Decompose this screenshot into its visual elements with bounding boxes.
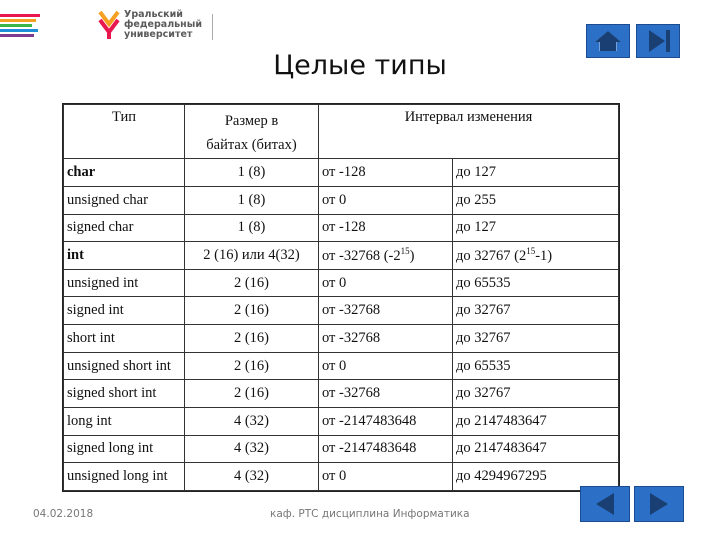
cell-size: 4 (32) (185, 435, 319, 463)
from-end: ) (409, 247, 415, 264)
cell-type: signed char (64, 214, 185, 242)
to-exponent: 15 (526, 246, 536, 257)
table-header-row (64, 105, 619, 159)
header-range: Интервал изменения (319, 105, 619, 159)
cell-size: 4 (32) (185, 463, 319, 491)
cell-type: unsigned int (64, 269, 185, 297)
cell-type: short int (64, 325, 185, 353)
cell-from: от -32768 (319, 325, 453, 353)
cell-to: до 65535 (453, 352, 619, 380)
ural-university-logo-icon (98, 10, 120, 40)
cell-type: signed short int (64, 380, 185, 408)
logo-line: Уральский (124, 9, 183, 20)
header-size-line: Размер в (224, 113, 279, 129)
cell-to: до 127 (453, 159, 619, 187)
cell-type: char (64, 159, 185, 187)
footer-date: 04.02.2018 (33, 508, 94, 520)
table-row (64, 269, 619, 297)
cell-to: до 127 (453, 214, 619, 242)
next-slide-button[interactable] (634, 486, 684, 522)
cell-size: 1 (8) (185, 159, 319, 187)
table-row (64, 352, 619, 380)
table-row (64, 325, 619, 353)
cell-from: от -2147483648 (319, 435, 453, 463)
cell-to: до 32767 (453, 297, 619, 325)
cell-from: от 0 (319, 269, 453, 297)
cell-size: 1 (8) (185, 214, 319, 242)
cell-from: от -128 (319, 159, 453, 187)
header-size (185, 105, 319, 159)
from-exponent: 15 (400, 246, 410, 257)
previous-slide-icon (590, 491, 620, 517)
table-row (64, 380, 619, 408)
slide-title: Целые типы (273, 50, 447, 81)
cell-to: до 4294967295 (453, 463, 619, 491)
cell-type: unsigned char (64, 186, 185, 214)
header-size-line: байтах (битах) (206, 137, 297, 153)
integer-types-table (62, 103, 620, 492)
bottom-navigation (580, 486, 684, 522)
logo-line: университет (124, 29, 193, 40)
logo-text (124, 10, 202, 40)
logo-divider (212, 14, 213, 40)
cell-to: до 255 (453, 186, 619, 214)
cell-from (319, 242, 453, 270)
cell-type: int (64, 242, 185, 270)
university-logo (98, 10, 202, 40)
cell-size: 2 (16) (185, 352, 319, 380)
cell-to: до 32767 (453, 325, 619, 353)
cell-from: от 0 (319, 186, 453, 214)
stripe (0, 14, 40, 17)
cell-size: 1 (8) (185, 186, 319, 214)
cell-type: unsigned short int (64, 352, 185, 380)
cell-to: до 2147483647 (453, 408, 619, 436)
table-row (64, 463, 619, 491)
table-row (64, 408, 619, 436)
to-main: до 32767 (2 (456, 247, 527, 264)
stripe (0, 19, 36, 22)
table-row (64, 214, 619, 242)
cell-type: unsigned long int (64, 463, 185, 491)
cell-from: от -128 (319, 214, 453, 242)
table-row (64, 297, 619, 325)
cell-type: signed long int (64, 435, 185, 463)
table-row (64, 435, 619, 463)
from-main: от -32768 (-2 (322, 247, 401, 264)
stripe (0, 34, 34, 37)
footer-department: каф. РТС дисциплина Информатика (270, 508, 470, 520)
next-slide-icon (644, 491, 674, 517)
cell-from: от 0 (319, 463, 453, 491)
cell-from: от -32768 (319, 297, 453, 325)
cell-type: signed int (64, 297, 185, 325)
stripe (0, 24, 32, 27)
cell-size: 2 (16) (185, 380, 319, 408)
cell-to (453, 242, 619, 270)
previous-slide-button[interactable] (580, 486, 630, 522)
to-end: -1) (535, 247, 553, 264)
table-row (64, 186, 619, 214)
cell-to: до 65535 (453, 269, 619, 297)
cell-from: от -32768 (319, 380, 453, 408)
cell-type: long int (64, 408, 185, 436)
cell-size: 2 (16) (185, 297, 319, 325)
cell-to: до 2147483647 (453, 435, 619, 463)
table-row (64, 242, 619, 270)
cell-from: от 0 (319, 352, 453, 380)
cell-size: 2 (16) или 4(32) (185, 242, 319, 270)
brand-stripes (0, 14, 44, 39)
stripe (0, 29, 38, 32)
cell-size: 4 (32) (185, 408, 319, 436)
cell-size: 2 (16) (185, 325, 319, 353)
header-type: Тип (64, 105, 185, 159)
cell-from: от -2147483648 (319, 408, 453, 436)
cell-to: до 32767 (453, 380, 619, 408)
cell-size: 2 (16) (185, 269, 319, 297)
table-row (64, 159, 619, 187)
logo-line: федеральный (124, 19, 202, 30)
